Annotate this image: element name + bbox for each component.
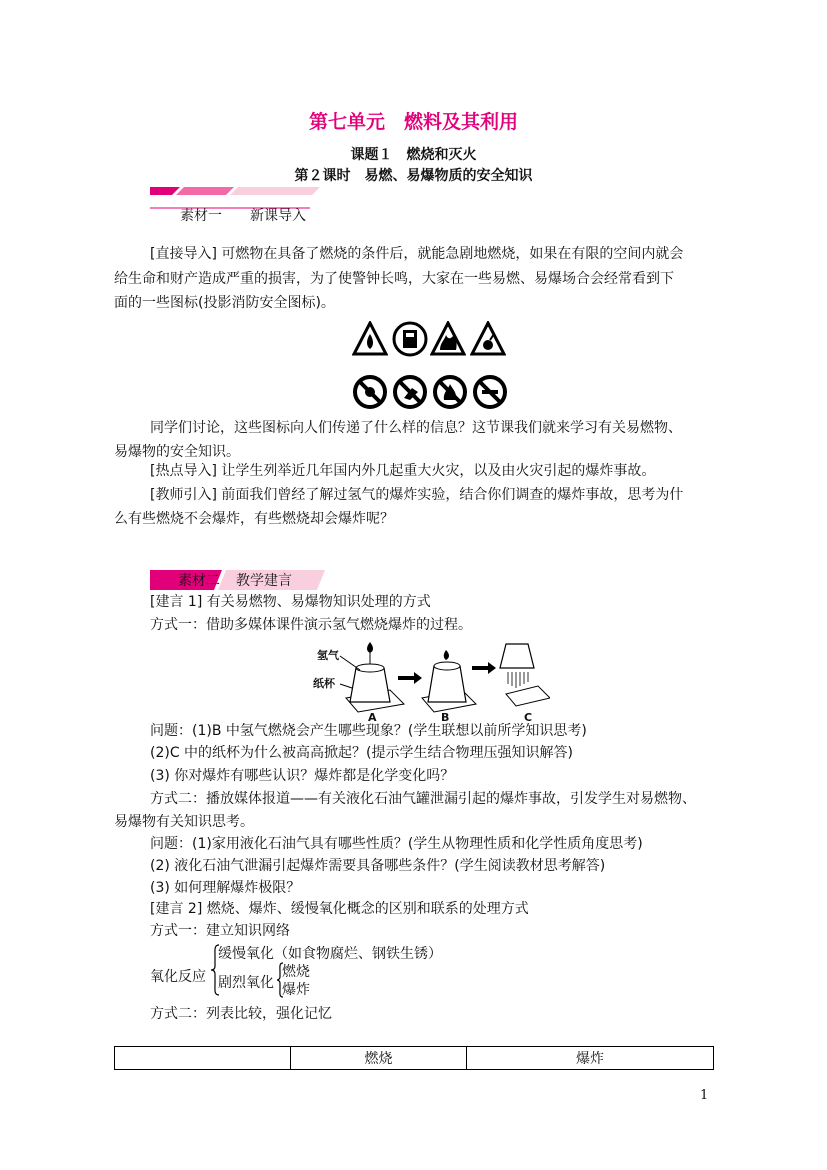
spontaneous-combustion-sign-icon [430,321,466,357]
tree-root: 氧化反应 [150,969,206,985]
para1-line2: 给生命和财产造成严重的损害，为了使警钟长鸣，大家在一些易燃、易爆场合会经常看到下 [114,271,674,287]
question-2: (2)C 中的纸杯为什么被高高掀起？(提示学生结合物理压强知识解答) [150,745,573,761]
no-open-flame-sign-icon [392,374,428,410]
page-number: 1 [700,1088,709,1103]
para1-line1: [直接导入] 可燃物在具备了燃烧的条件后，就能急剧地燃烧，如果在有限的空间内就会 [150,246,684,262]
tree-fast-oxidation: 剧烈氧化 [218,975,274,991]
explosive-sign-icon [470,321,506,357]
question-6: (3) 如何理解爆炸极限？ [150,880,301,896]
section1-banner [150,187,320,224]
question-1: 问题：(1)B 中氢气燃烧会产生哪些现象？(学生联想以前所学知识思考) [150,723,587,739]
tree-slow-oxidation: 缓慢氧化（如食物腐烂、钢铁生锈） [218,946,442,962]
tree-burn: 燃烧 [282,964,310,980]
flammable-sign-icon [352,321,388,357]
method2-line1: 方式二：播放媒体报道——有关液化石油气罐泄漏引起的爆炸事故，引发学生对易燃物、 [150,791,696,807]
section2-banner-sublabel: 教学建言 [236,573,292,589]
comparison-table [114,1046,714,1070]
period-title: 第２课时 易燃、易爆物质的安全知识 [294,168,533,184]
table-header-cell: 燃烧 [291,1047,467,1070]
advice1-heading: [建言 1] 有关易燃物、易爆物知识处理的方式 [150,594,431,610]
fig-label-hydrogen: 氢气 [317,649,339,662]
unit-title: 第七单元 燃料及其利用 [308,111,518,133]
method1-text: 方式一：借助多媒体课件演示氢气燃烧爆炸的过程。 [150,617,472,633]
method-network-text: 方式一：建立知识网络 [150,923,290,939]
advice2-heading: [建言 2] 燃烧、爆炸、缓慢氧化概念的区别和联系的处理方式 [150,901,529,917]
fig-label-a: A [368,711,377,724]
hydrogen-explosion-diagram [310,638,550,722]
para4-line2: 么有些燃烧不会爆炸，有些燃烧却会爆炸呢？ [114,511,394,527]
para3: [热点导入] 让学生列举近几年国内外几起重大火灾，以及由火灾引起的爆炸事故。 [150,463,656,479]
table-row [115,1047,714,1070]
table-header-cell [115,1047,291,1070]
para2-line2: 易爆物的安全知识。 [114,444,240,460]
para4-line1: [教师引入] 前面我们曾经了解过氢气的爆炸实验，结合你们调查的爆炸事故，思考为什 [150,487,684,503]
para2-line1: 同学们讨论，这些图标向人们传递了什么样的信息？这节课我们就来学习有关易燃物、 [150,420,682,436]
no-firecracker-sign-icon [432,374,468,410]
section1-banner-label: 素材一 新课导入 [180,208,306,224]
section2-banner [150,570,325,592]
method-table-text: 方式二：列表比较，强化记忆 [150,1006,332,1022]
section2-banner-label: 素材二 [178,573,220,589]
question-4: 问题：(1)家用液化石油气具有哪些性质？(学生从物理性质和化学性质角度思考) [150,836,643,852]
no-fireworks-sign-icon [352,374,388,410]
fig-label-cup: 纸杯 [313,677,335,690]
tree-explode: 爆炸 [282,982,310,998]
table-header-cell: 爆炸 [467,1047,714,1070]
fig-label-b: B [441,711,450,724]
method2-line2: 易爆物有关知识思考。 [114,814,254,830]
no-smoking-sign-icon [472,374,508,410]
fig-label-c: C [524,711,533,724]
lesson-title: 课题１ 燃烧和灭火 [350,147,477,163]
para1-line3: 面的一些图标(投影消防安全图标)。 [114,295,335,311]
question-5: (2) 液化石油气泄漏引起爆炸需要具备哪些条件？(学生阅读教材思考解答) [150,858,606,874]
question-3: (3) 你对爆炸有哪些认识？爆炸都是化学变化吗？ [150,768,455,784]
fuel-can-sign-icon [392,321,428,357]
